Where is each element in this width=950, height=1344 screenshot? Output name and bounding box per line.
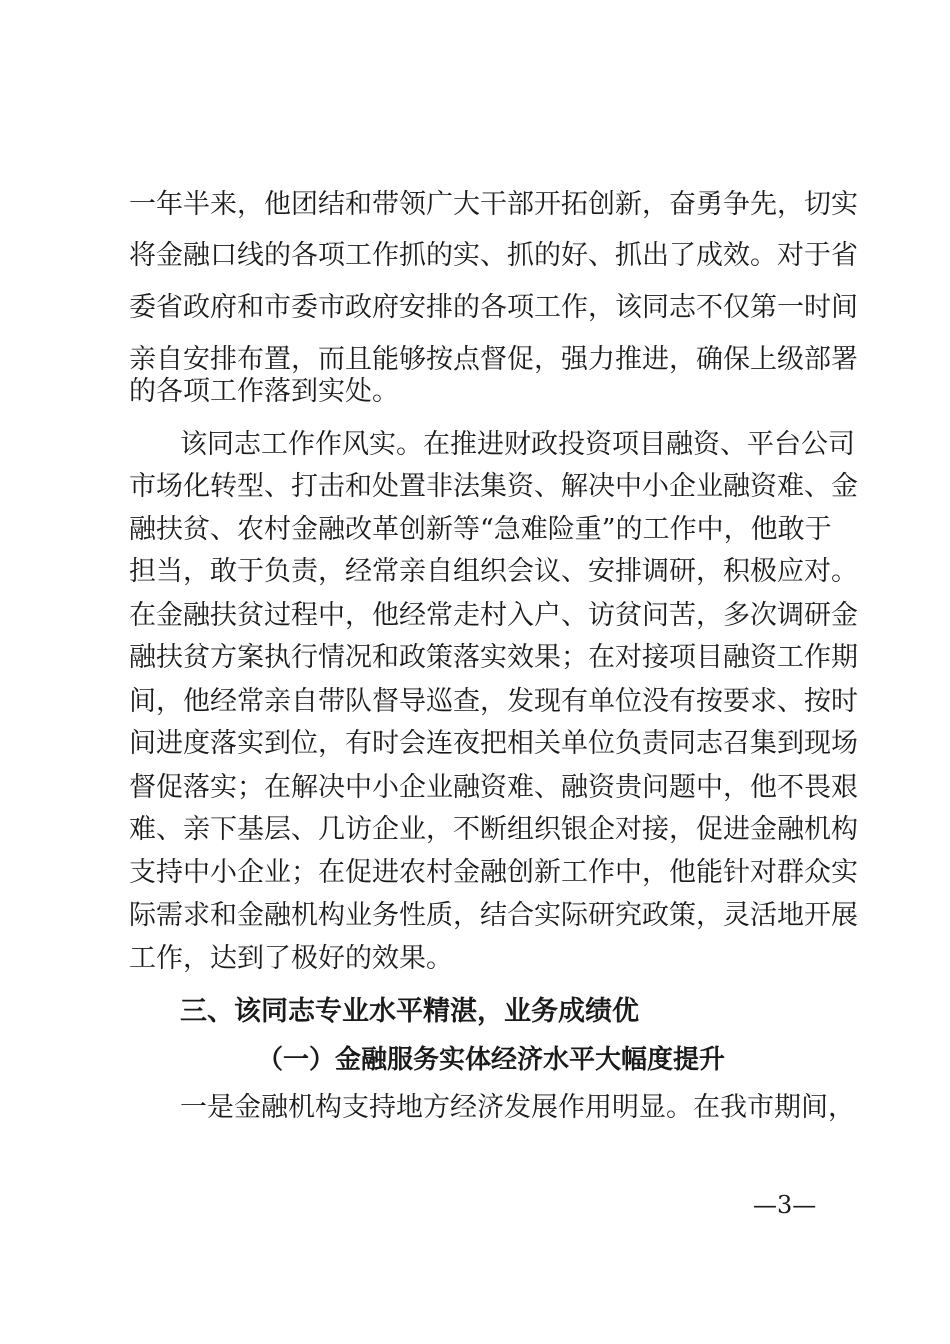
paragraph-line: 将金融口线的各项工作抓的实、抓的好、抓出了成效。对于省 xyxy=(129,240,858,271)
paragraph-line: 一年半来，他团结和带领广大干部开拓创新，奋勇争先，切实 xyxy=(129,189,858,220)
subsection-heading: （一）金融服务实体经济水平大幅度提升 xyxy=(257,1045,726,1075)
paragraph-line: 担当，敢于负责，经常亲自组织会议、安排调研，积极应对。 xyxy=(129,556,858,587)
paragraph-line: 委省政府和市委市政府安排的各项工作，该同志不仅第一时间 xyxy=(129,292,858,323)
paragraph-line: 难、亲下基层、几访企业，不断组织银企对接，促进金融机构 xyxy=(129,814,858,845)
paragraph-line: 间，他经常亲自带队督导巡查，发现有单位没有按要求、按时 xyxy=(129,686,858,717)
paragraph-line: 工作，达到了极好的效果。 xyxy=(129,943,453,974)
paragraph-line: 在金融扶贫过程中，他经常走村入户、访贫问苦，多次调研金 xyxy=(129,600,858,631)
paragraph-line: 间进度落实到位，有时会连夜把相关单位负责同志召集到现场 xyxy=(129,728,858,759)
paragraph-line: 的各项工作落到实处。 xyxy=(129,376,399,407)
paragraph-line: 际需求和金融机构业务性质，结合实际研究政策，灵活地开展 xyxy=(129,900,858,931)
paragraph-line: 亲自安排布置，而且能够按点督促，强力推进，确保上级部署 xyxy=(129,344,858,375)
paragraph-line: 督促落实；在解决中小企业融资难、融资贵问题中，他不畏艰 xyxy=(129,772,858,803)
paragraph-line: 市场化转型、打击和处置非法集资、解决中小企业融资难、金 xyxy=(129,471,858,502)
paragraph-line: 融扶贫方案执行情况和政策落实效果；在对接项目融资工作期 xyxy=(129,642,858,673)
section-heading: 三、该同志专业水平精湛，业务成绩优 xyxy=(180,996,639,1027)
paragraph-line: 融扶贫、农村金融改革创新等“急难险重”的工作中，他敢于 xyxy=(129,514,832,545)
paragraph-line: 支持中小企业；在促进农村金融创新工作中，他能针对群众实 xyxy=(129,857,858,888)
paragraph-line: 一是金融机构支持地方经济发展作用明显。在我市期间， xyxy=(180,1092,855,1123)
page-number: —3— xyxy=(753,1191,817,1219)
paragraph-line: 该同志工作作风实。在推进财政投资项目融资、平台公司 xyxy=(180,429,855,460)
